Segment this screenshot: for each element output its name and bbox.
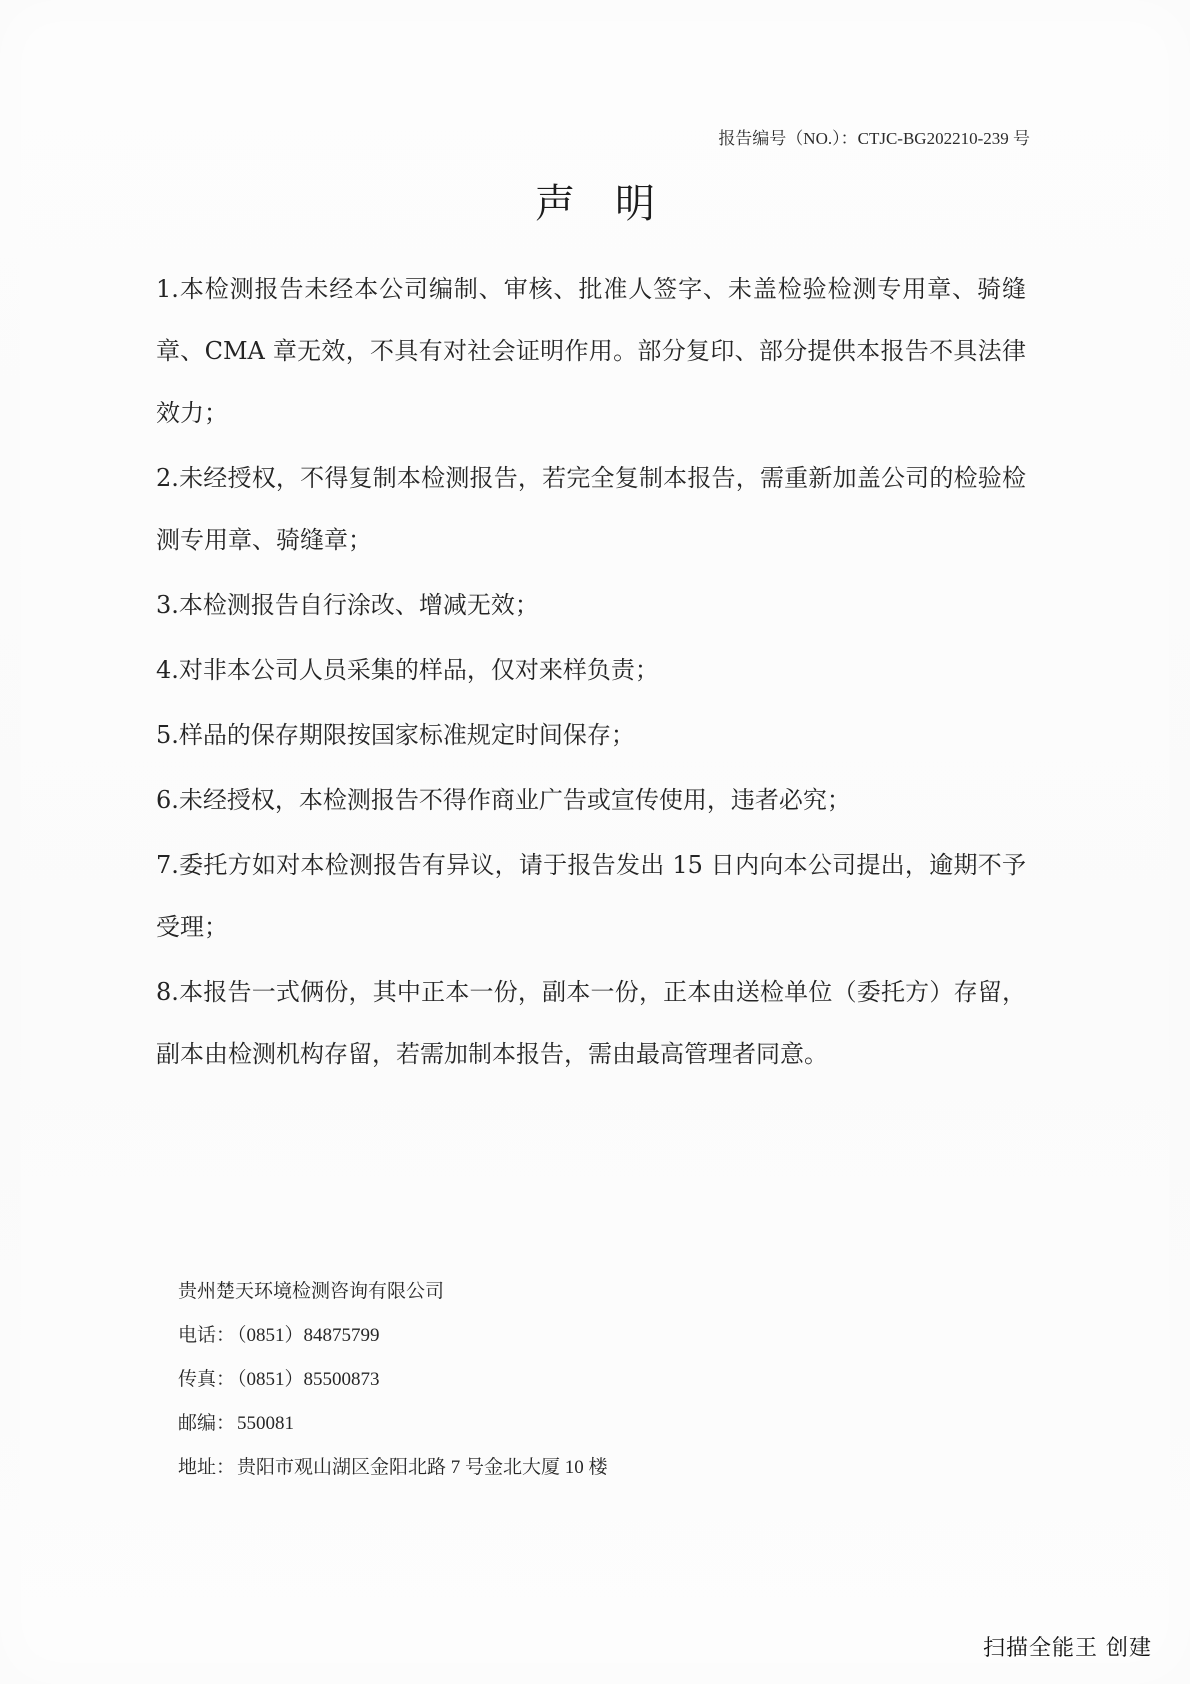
company-fax: [178, 1358, 878, 1402]
statement-list: [156, 258, 1026, 1088]
company-postcode: [178, 1402, 878, 1446]
company-info: [178, 1270, 878, 1490]
statement-item-4: 4.对非本公司人员采集的样品，仅对来样负责；: [156, 656, 659, 684]
company-name: 贵州楚天环境检测咨询有限公司: [178, 1281, 445, 1302]
address-label: 地址：: [178, 1457, 236, 1478]
page-title: 声明: [535, 181, 695, 227]
phone-value: （0851）84875799: [237, 1325, 380, 1346]
report-number: [718, 124, 1030, 149]
statement-item-1: 1.本检测报告未经本公司编制、审核、批准人签字、未盖检验检测专用章、骑缝章、CMA 章无效，不具有对社会证明作用。部分复印、部分提供本报告不具法律效力；: [156, 275, 1026, 427]
address-value: 贵阳市观山湖区金阳北路 7 号金北大厦 10 楼: [237, 1457, 608, 1478]
statement-item-2: 2.未经授权，不得复制本检测报告，若完全复制本报告，需重新加盖公司的检验检测专用章、骑缝章；: [156, 464, 1026, 554]
phone-label: 电话：: [178, 1325, 236, 1346]
scanner-watermark: 扫描全能王 创建: [983, 1636, 1152, 1661]
statement-item-3: 3.本检测报告自行涂改、增减无效；: [156, 591, 539, 619]
statement-item-7: 7.委托方如对本检测报告有异议，请于报告发出 15 日内向本公司提出，逾期不予受理；: [156, 851, 1026, 941]
statement-item-6: 6.未经授权，本检测报告不得作商业广告或宣传使用，违者必究；: [156, 786, 851, 814]
statement-item-8: 8.本报告一式俩份，其中正本一份，副本一份，正本由送检单位（委托方）存留，副本由检测机构存留，若需加制本报告，需由最高管理者同意。: [156, 978, 1026, 1068]
fax-label: 传真：: [178, 1369, 236, 1390]
postcode-label: 邮编：: [178, 1413, 236, 1434]
report-number-label: 报告编号（NO.）：: [718, 129, 858, 148]
fax-value: （0851）85500873: [237, 1369, 380, 1390]
statement-item-5: 5.样品的保存期限按国家标准规定时间保存；: [156, 721, 635, 749]
report-number-value: CTJC-BG202210-239 号: [857, 129, 1030, 148]
company-address: [178, 1446, 878, 1490]
company-phone: [178, 1314, 878, 1358]
postcode-value: 550081: [237, 1413, 295, 1434]
